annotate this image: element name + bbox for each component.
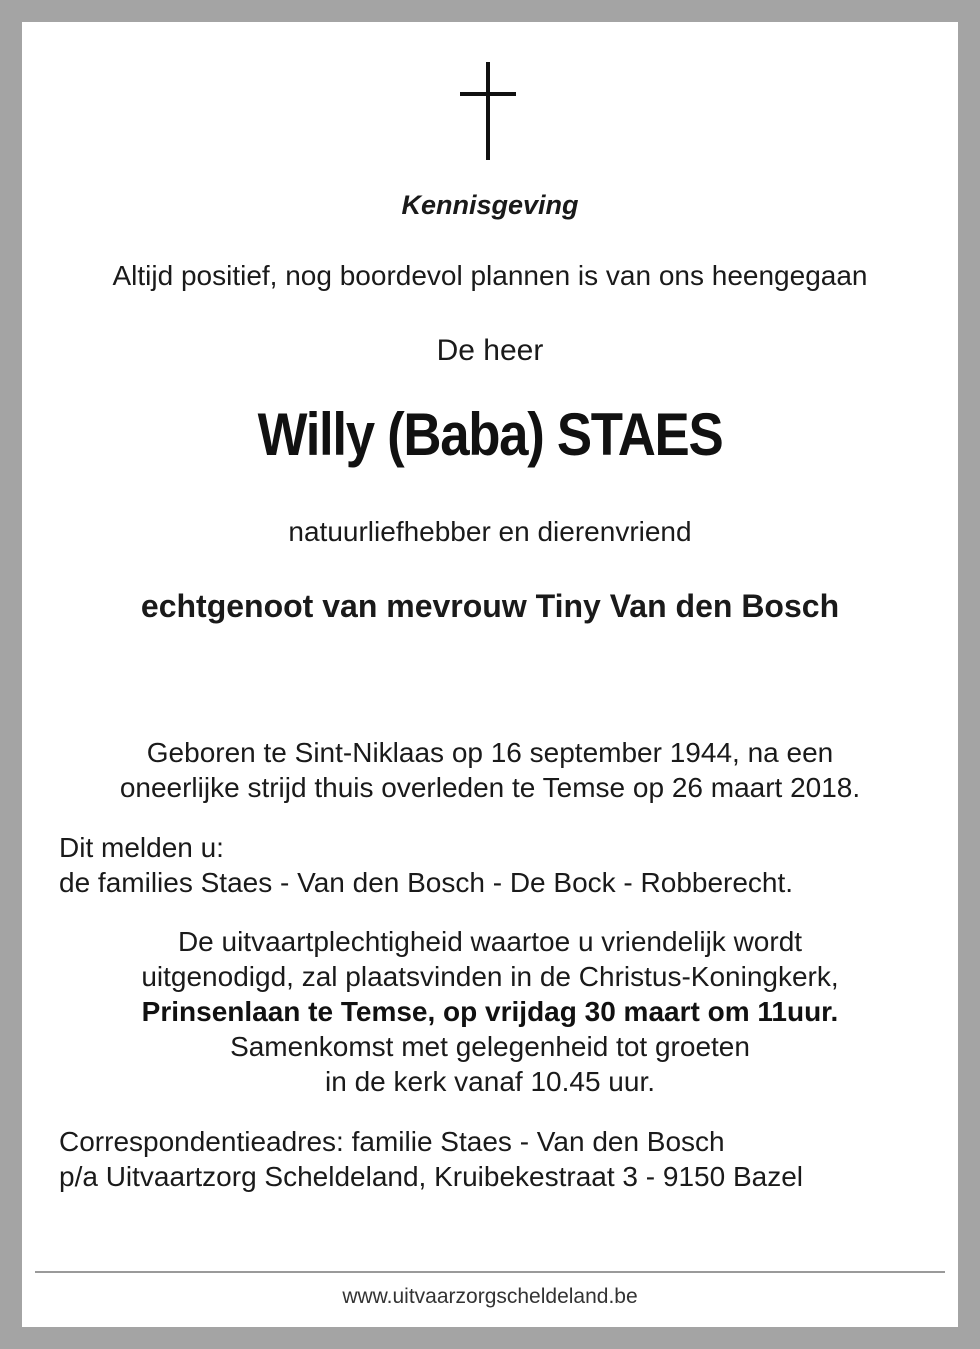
ceremony-line: uitgenodigd, zal plaatsvinden in de Christus-Koningkerk, xyxy=(141,961,839,992)
spouse-text: echtgenoot van mevrouw Tiny Van den Bosch xyxy=(140,588,840,624)
birth-line: Geboren te Sint-Niklaas op 16 september 1944, na een xyxy=(146,737,834,768)
ceremony-line: Samenkomst met gelegenheid tot groeten xyxy=(230,1031,750,1062)
announcers-heading: Dit melden u: xyxy=(59,832,224,863)
announcers-block xyxy=(59,830,793,900)
title-prefix: De heer xyxy=(436,334,544,367)
cross-icon xyxy=(458,62,518,160)
obituary-notice xyxy=(22,22,958,1327)
divider xyxy=(35,1271,945,1273)
ceremony-line: De uitvaartplechtigheid waartoe u vriendelijk wordt xyxy=(177,926,803,957)
ceremony-line: in de kerk vanaf 10.45 uur. xyxy=(325,1066,655,1097)
intro-text: Altijd positief, nog boordevol plannen is van ons heengegaan xyxy=(112,260,868,291)
birth-death-text xyxy=(22,735,958,805)
death-line: oneerlijke strijd thuis overleden te Temse op 26 maart 2018. xyxy=(119,772,861,803)
ceremony-location-date: Prinsenlaan te Temse, op vrijdag 30 maart om 11uur. xyxy=(141,996,839,1027)
deceased-name: Willy (Baba) STAES xyxy=(257,401,723,468)
notice-heading: Kennisgeving xyxy=(401,190,579,220)
ceremony-block xyxy=(22,924,958,1099)
announcers-families: de families Staes - Van den Bosch - De Bock - Robberecht. xyxy=(59,867,794,898)
website-link[interactable]: www.uitvaarzorgscheldeland.be xyxy=(342,1285,638,1308)
description-text: natuurliefhebber en dierenvriend xyxy=(288,516,692,547)
correspondence-block xyxy=(59,1124,803,1194)
correspondence-address: p/a Uitvaartzorg Scheldeland, Kruibekestraat 3 - 9150 Bazel xyxy=(59,1161,803,1192)
correspondence-line: Correspondentieadres: familie Staes - Van den Bosch xyxy=(59,1126,725,1157)
